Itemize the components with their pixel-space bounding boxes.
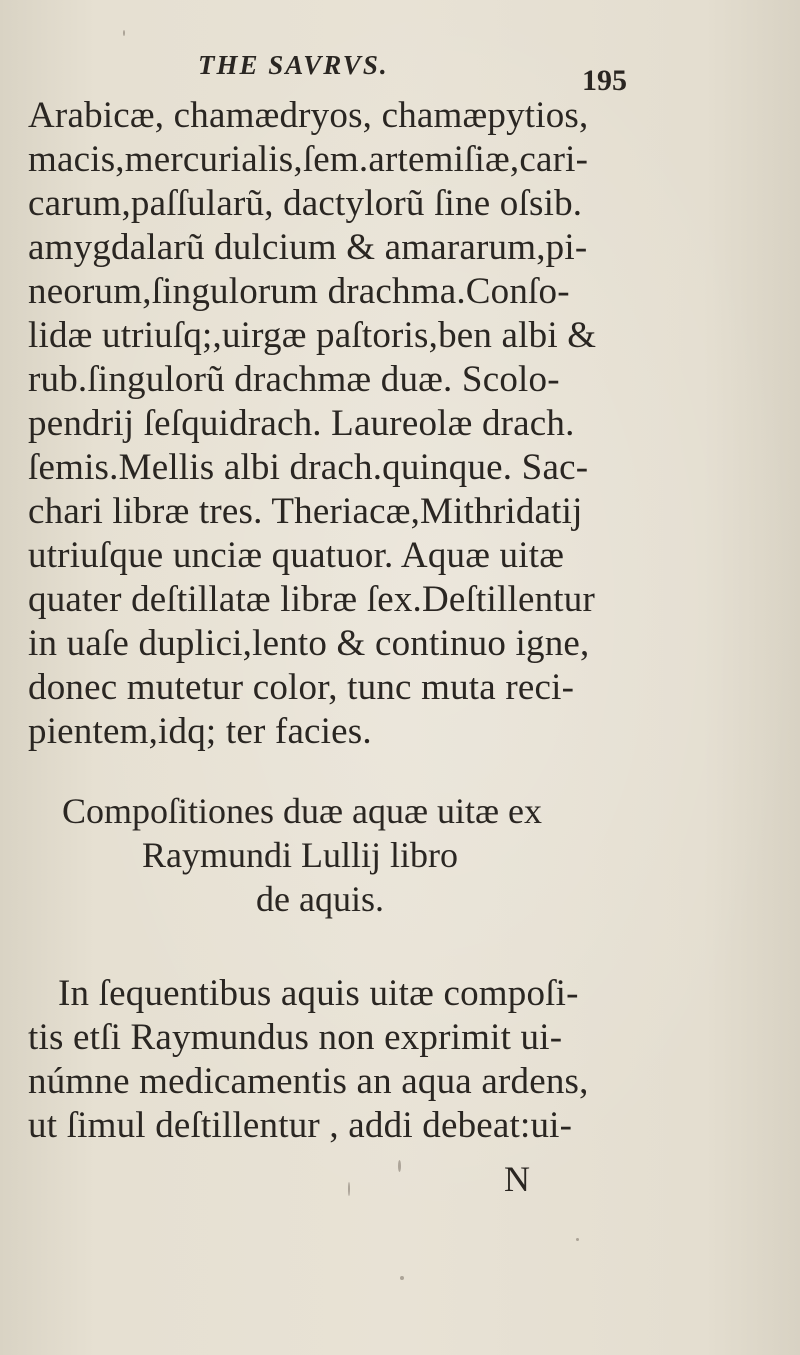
text-line: quater deſtillatæ libræ ſex.Deſtillentur: [28, 579, 595, 620]
text-line: pendrij ſeſquidrach. Laureolæ drach.: [28, 403, 575, 444]
paper-speck: [123, 30, 125, 36]
text-line: tis etſi Raymundus non exprimit ui-: [28, 1017, 563, 1058]
paper-speck: [348, 1182, 350, 1196]
text-line: amygdalarũ dulcium & amararum,pi-: [28, 227, 588, 268]
signature-mark: N: [504, 1159, 530, 1199]
text-line: carum,paſſularũ, dactylorũ ſine oſsib.: [28, 183, 583, 224]
text-line: ut ſimul deſtillentur , addi debeat:ui-: [28, 1105, 573, 1146]
text-line: númne medicamentis an aqua ardens,: [28, 1061, 589, 1102]
text-line: utriuſque unciæ quatuor. Aquæ uitæ: [28, 535, 565, 576]
text-line: ſemis.Mellis albi drach.quinque. Sac-: [28, 447, 589, 488]
heading-line: Raymundi Lullij libro: [142, 835, 458, 875]
text-line: macis,mercurialis,ſem.artemiſiæ,cari-: [28, 139, 589, 180]
heading-line: de aquis.: [256, 879, 384, 919]
paper-speck: [576, 1238, 579, 1241]
page-number: 195: [582, 64, 627, 97]
running-head: THE SAVRVS.: [198, 50, 389, 80]
text-line: neorum,ſingulorum drachma.Conſo-: [28, 271, 570, 312]
text-line: in uaſe duplici,lento & continuo igne,: [28, 623, 590, 664]
text-line: lidæ utriuſq;,uirgæ paſtoris,ben albi &: [28, 315, 597, 356]
text-line: chari libræ tres. Theriacæ,Mithridatij: [28, 491, 583, 532]
text-line: donec mutetur color, tunc muta reci-: [28, 667, 575, 708]
text-line: pientem,idq; ter facies.: [28, 711, 372, 752]
heading-line: Compoſitiones duæ aquæ uitæ ex: [62, 791, 543, 831]
text-line: Arabicæ, chamædryos, chamæpytios,: [28, 95, 589, 136]
paper-speck: [400, 1276, 404, 1280]
text-line: In ſequentibus aquis uitæ compoſi-: [58, 973, 579, 1014]
text-line: rub.ſingulorũ drachmæ duæ. Scolo-: [28, 359, 560, 400]
paper-speck: [398, 1160, 401, 1172]
